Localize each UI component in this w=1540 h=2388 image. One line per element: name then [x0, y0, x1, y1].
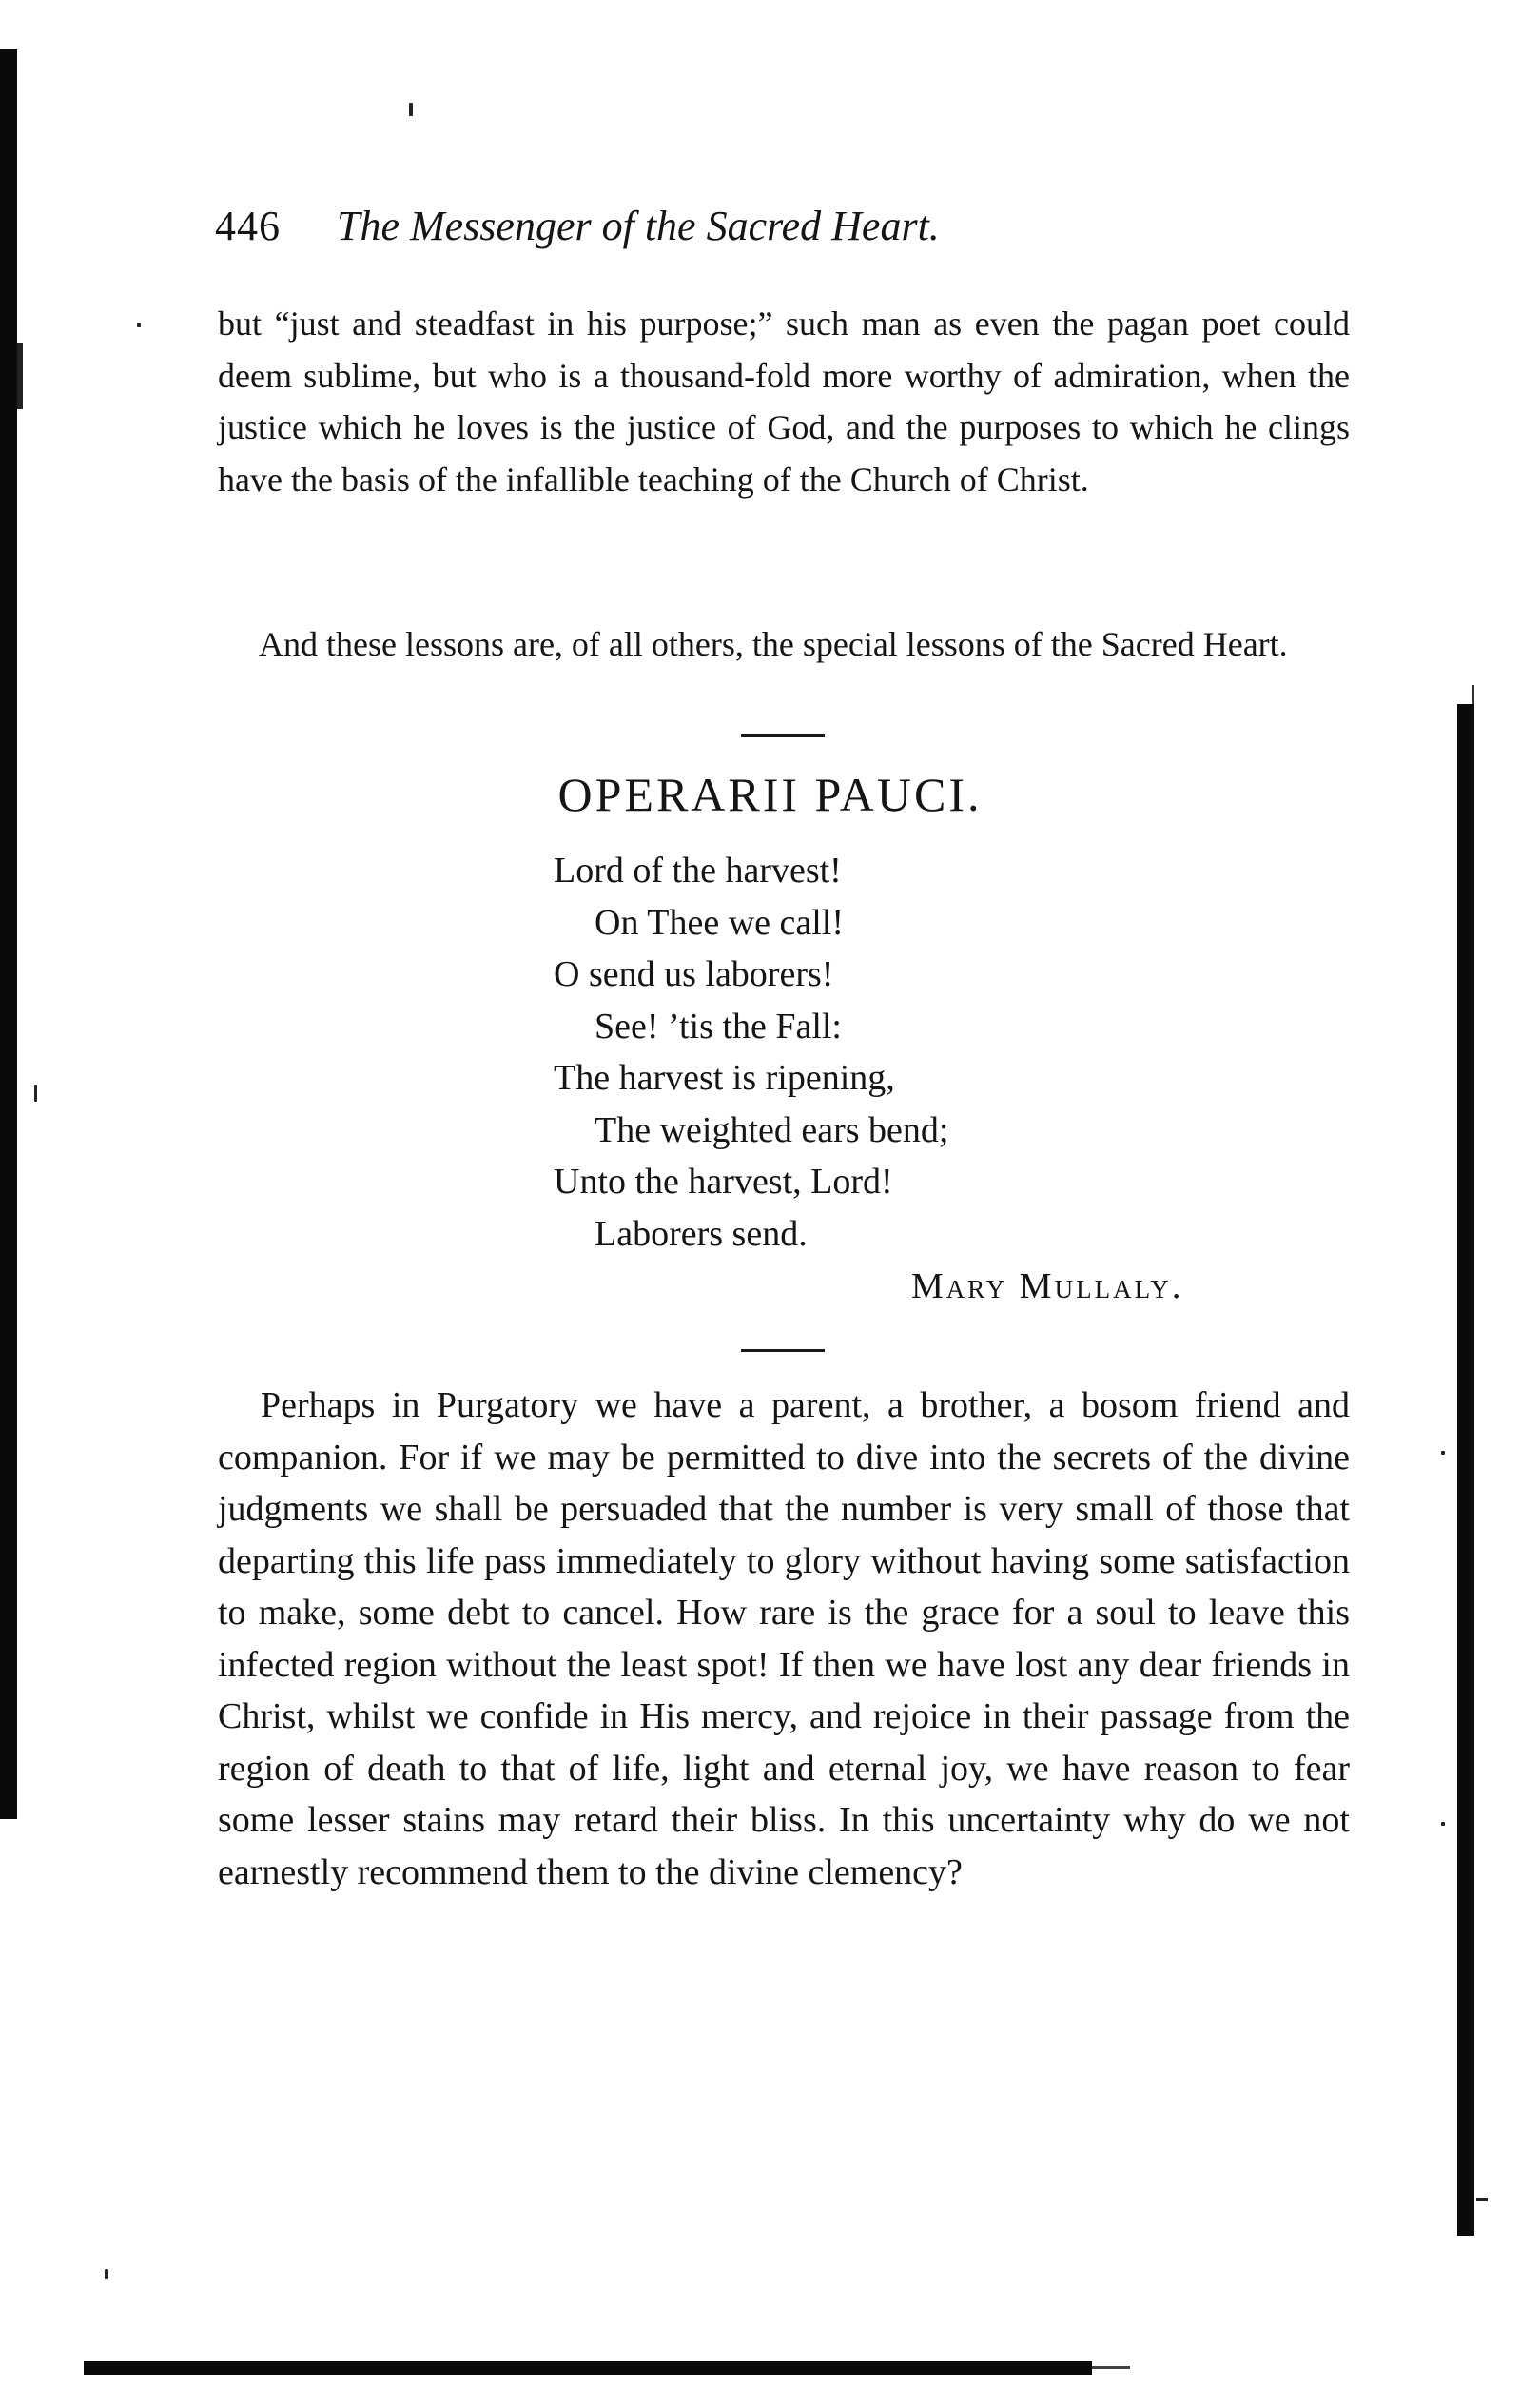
running-title: The Messenger of the Sacred Heart. — [337, 203, 940, 249]
ink-speck — [34, 1085, 37, 1102]
poem-line: Lord of the harvest! — [554, 851, 842, 891]
section-divider — [741, 734, 825, 737]
bottom-edge-fade — [1092, 2366, 1130, 2369]
ink-speck — [1441, 1822, 1445, 1826]
poem-line: Unto the harvest, Lord! — [554, 1162, 893, 1202]
ink-speck — [409, 103, 413, 116]
poem-line: Laborers send. — [595, 1213, 808, 1254]
bottom-page-edge — [84, 2361, 1092, 2375]
poem-title: OPERARII PAUCI. — [557, 768, 983, 821]
ink-speck — [137, 323, 141, 327]
ink-speck — [1441, 1451, 1445, 1455]
right-page-edge — [1457, 704, 1474, 2236]
paragraph-purgatory: Perhaps in Purgatory we have a parent, a brother, a bosom friend and companion. For if we may be permitted to dive into the secrets of the divine judgments we shall be persuaded that the number is very small of those that departing this life pass immediately to glory without having some satisfaction to make, some debt to cancel. How rare is the grace for a soul to leave this infected region without the least spot! If then we have lost any dear friends in Christ, whilst we confide in His mercy, and rejoice in their passage from the region of death to that of life, light and eternal joy, we have reason to fear some lesser stains may retard their bliss. In this uncertainty why do we not earnestly recommend them to the divine clemency? — [218, 1385, 1350, 1892]
paragraph-continued: but “just and steadfast in his purpose;” such man as even the pagan poet could deem sublime, but who is a thousand-fold more worthy of admiration, when the justice which he loves is the justice of God, and the purposes to which he clings have the basis of the infallible teaching of the Church of Christ. — [218, 304, 1350, 499]
poem-line: The weighted ears bend; — [595, 1109, 949, 1150]
poem-stanza — [554, 845, 948, 1260]
paragraph-lessons: And these lessons are, of all others, the special lessons of the Sacred Heart. — [259, 625, 1288, 663]
poem-line: See! ’tis the Fall: — [595, 1006, 842, 1047]
poem-line: On Thee we call! — [595, 902, 845, 943]
poem-line: O send us laborers! — [554, 954, 834, 994]
poem-author: Mary Mullaly. — [911, 1266, 1184, 1306]
right-edge-tick — [1476, 2198, 1488, 2201]
left-edge-notch — [17, 343, 23, 409]
page-number: 446 — [215, 203, 281, 249]
section-divider — [741, 1349, 825, 1352]
running-header — [215, 198, 1356, 255]
ink-speck — [105, 2269, 108, 2279]
poem-line: The harvest is ripening, — [554, 1058, 895, 1098]
left-binding-edge — [0, 49, 17, 1819]
